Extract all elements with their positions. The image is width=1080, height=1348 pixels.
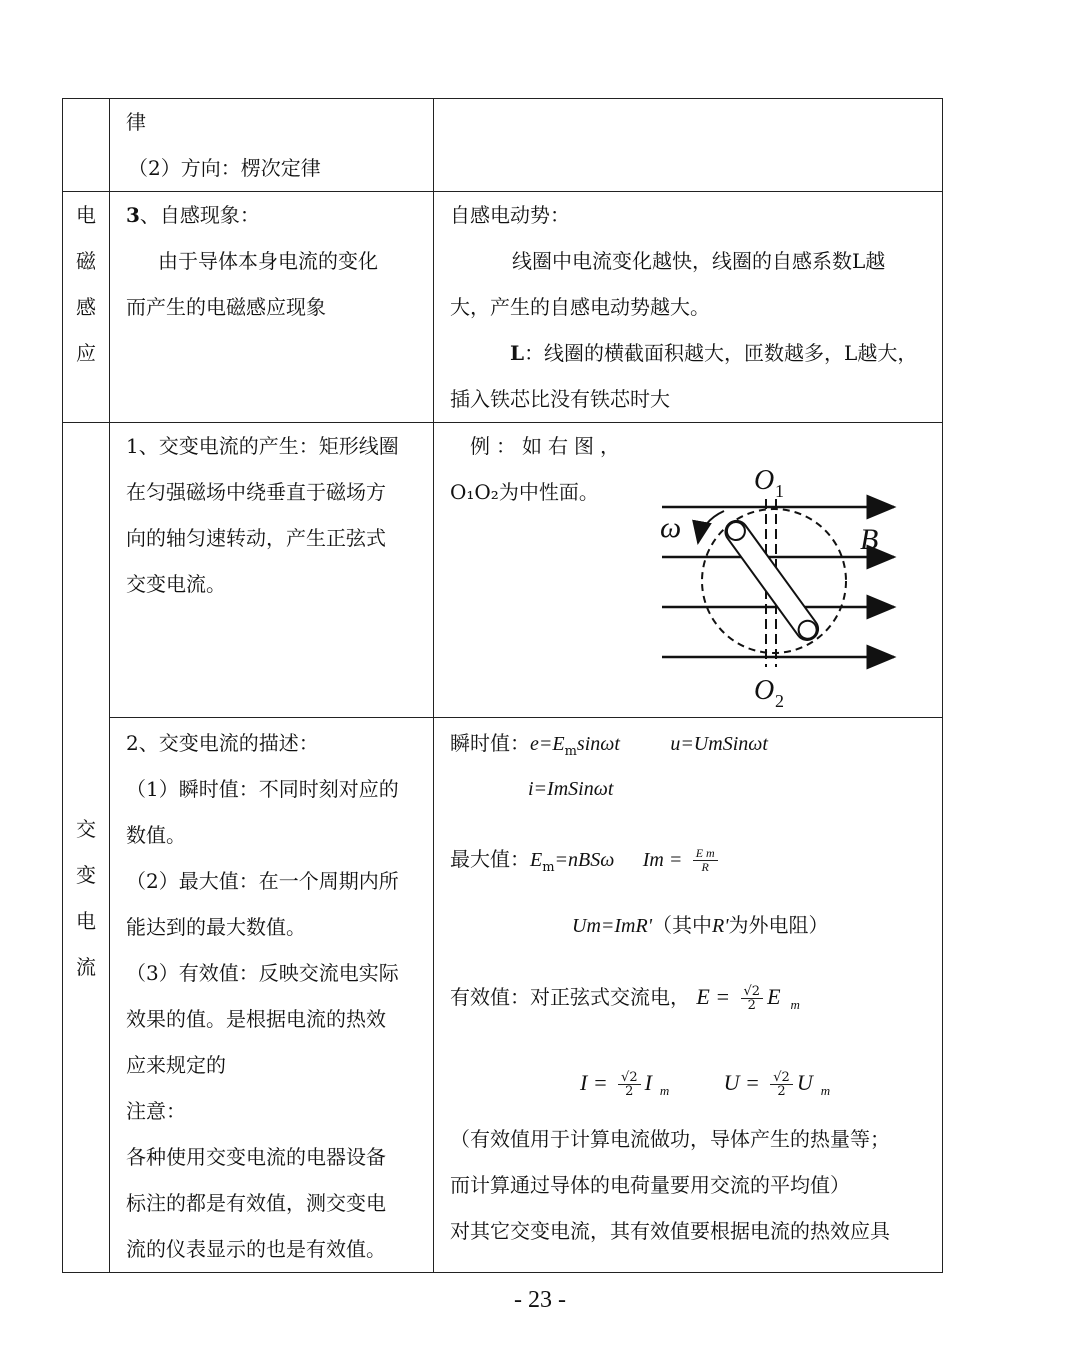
self-emf-line-4: 插入铁芯比没有铁芯时大 [450,387,670,411]
ac-desc-line-7: 效果的值。是根据电流的热效 [126,1007,386,1031]
ac-desc-line-9: 注意： [126,1099,186,1123]
eff-E-tail: E [767,984,781,1009]
eff-U-tail: U [796,1070,813,1095]
row1-left-cell [110,99,434,192]
spacer [434,948,942,974]
label-B: B [860,523,879,556]
table-row-3 [63,423,943,718]
ac-desc-line-10: 各种使用交变电流的电器设备 [126,1145,386,1169]
inst-e: e=E [530,733,565,755]
sqrt2-over-2 [741,985,764,1012]
table-row-1 [63,99,943,192]
spacer [434,1020,942,1060]
neutral-plane-line: O₁O₂为中性面。 [450,480,599,504]
label-char: 磁 [76,249,96,273]
eff-E-sub: m [790,997,800,1012]
spacer [434,882,942,902]
note-line-2: 而计算通过导体的电荷量要用交流的平均值） [450,1173,850,1197]
label-omega: ω [660,511,682,544]
row2-left-cell [110,192,434,423]
ac-desc-line-8: 应来规定的 [126,1053,226,1077]
ac-generation-line-1: 1、交变电流的产生：矩形线圈 [126,434,399,458]
page-number: - 23 - [514,1287,566,1313]
eff-I: I = [580,1070,608,1095]
row1-left-line-2: （2）方向：楞次定律 [128,156,321,180]
max-fraction [693,847,718,874]
ac-desc-line-6: （3）有效值：反映交流电实际 [126,961,399,985]
label-char: 电 [76,908,96,933]
spacer [434,812,942,836]
inst-i: i=ImSinωt [528,778,614,800]
label-char: 变 [76,862,96,887]
frac-den: 2 [777,1084,786,1099]
bold-L: L [510,341,525,365]
row3-left-cell [110,423,434,718]
ac-generation-line-2: 在匀强磁场中绕垂直于磁场方 [126,480,386,504]
row2-section-label [63,192,110,423]
ac-desc-line-4: （2）最大值：在一个周期内所 [126,869,399,893]
spacer [434,1106,942,1116]
effective-IU-line [434,1060,942,1106]
eff-U: U = [723,1070,760,1095]
eff-label: 有效值：对正弦式交流电， [450,985,690,1009]
self-emf-title: 自感电动势： [450,203,570,227]
self-emf-line-3-text: ：线圈的横截面积越大，匝数越多，L越大， [524,341,918,365]
table-row-4 [63,718,943,1273]
row3-section-label [63,423,110,1273]
self-induction-title [110,192,433,238]
ac-generation-line-3: 向的轴匀速转动，产生正弦式 [126,526,386,550]
coil-rectangle [721,516,822,644]
inst-e-sub: m [564,744,577,759]
eff-U-sub: m [820,1083,831,1098]
label-O2-sub: 2 [775,691,784,711]
label-char: 电 [76,203,96,227]
frac-den: 2 [625,1084,634,1099]
rotation-arrow [698,511,724,543]
item-number: 3 [126,203,140,227]
um-note-a: （其中 [651,913,712,937]
frac-num: √2 [741,985,764,999]
label-O1-sub: 1 [775,481,784,501]
label-char: 流 [76,954,96,979]
label-O1: O [754,465,775,496]
ac-generation-line-4: 交变电流。 [126,572,226,596]
eff-E: E = [696,984,731,1009]
content-table [62,98,943,1273]
um-line [434,902,942,948]
self-emf-line-3 [434,330,942,376]
um-note-R: R' [711,915,729,937]
note-line-1: （有效值用于计算电流做功，导体产生的热量等； [450,1127,890,1151]
eff-I-sub: m [659,1083,670,1098]
vertical-label [63,706,109,990]
ac-desc-line-1: 2、交变电流的描述： [126,731,319,755]
eff-I-tail: I [644,1070,652,1095]
max-label: 最大值： [450,847,530,871]
ac-desc-line-11: 标注的都是有效值，测交变电 [126,1191,386,1215]
rotating-coil-figure [654,461,914,711]
self-emf-line-1: 线圈中电流变化越快，线圈的自感系数L越 [512,249,886,273]
sqrt2-over-2 [618,1071,641,1098]
label-char: 交 [76,816,96,841]
row1-left-line-1: 律 [126,110,146,134]
max-Im: Im = [642,849,683,871]
label-O2: O [754,675,775,706]
frac-den: R [701,860,709,874]
frac-den: 2 [747,998,756,1013]
row2-right-cell [434,192,943,423]
frac-num: √2 [770,1071,793,1085]
example-line: 例：如右图， [470,434,626,458]
um-formula: Um=ImR' [572,915,652,937]
instantaneous-line [434,720,942,766]
item-title: 、自感现象： [139,203,260,227]
max-value-line [434,836,942,882]
row4-right-cell [434,718,943,1273]
row1-right-cell [434,99,943,192]
label-char: 应 [76,341,96,365]
label-char: 感 [76,295,96,319]
max-E-rest: =nBSω [554,849,615,871]
frac-num: √2 [618,1071,641,1085]
sqrt2-over-2 [770,1071,793,1098]
effective-E-line [434,974,942,1020]
self-induction-line-1: 由于导体本身电流的变化 [158,249,378,273]
inst-u: u=UmSinωt [670,733,768,755]
inst-label: 瞬时值： [450,731,530,755]
self-emf-line-2: 大，产生的自感电动势越大。 [450,295,710,319]
max-E: E [530,849,543,871]
self-induction-line-2: 而产生的电磁感应现象 [126,295,326,319]
frac-num: E m [693,847,718,861]
row4-left-cell [110,718,434,1273]
ac-desc-line-5: 能达到的最大数值。 [126,915,306,939]
ac-desc-line-3: 数值。 [126,823,186,847]
max-E-sub: m [542,860,555,875]
note-line-3: 对其它交变电流，其有效值要根据电流的热效应具 [450,1219,890,1243]
table-row-2 [63,192,943,423]
row1-label-cell [63,99,110,192]
inst-e-rest: sinωt [576,733,620,755]
ac-desc-line-2: （1）瞬时值：不同时刻对应的 [126,777,399,801]
um-note-b: 为外电阻） [728,913,829,937]
ac-desc-line-12: 流的仪表显示的也是有效值。 [126,1237,386,1261]
row3-right-cell [434,423,943,718]
